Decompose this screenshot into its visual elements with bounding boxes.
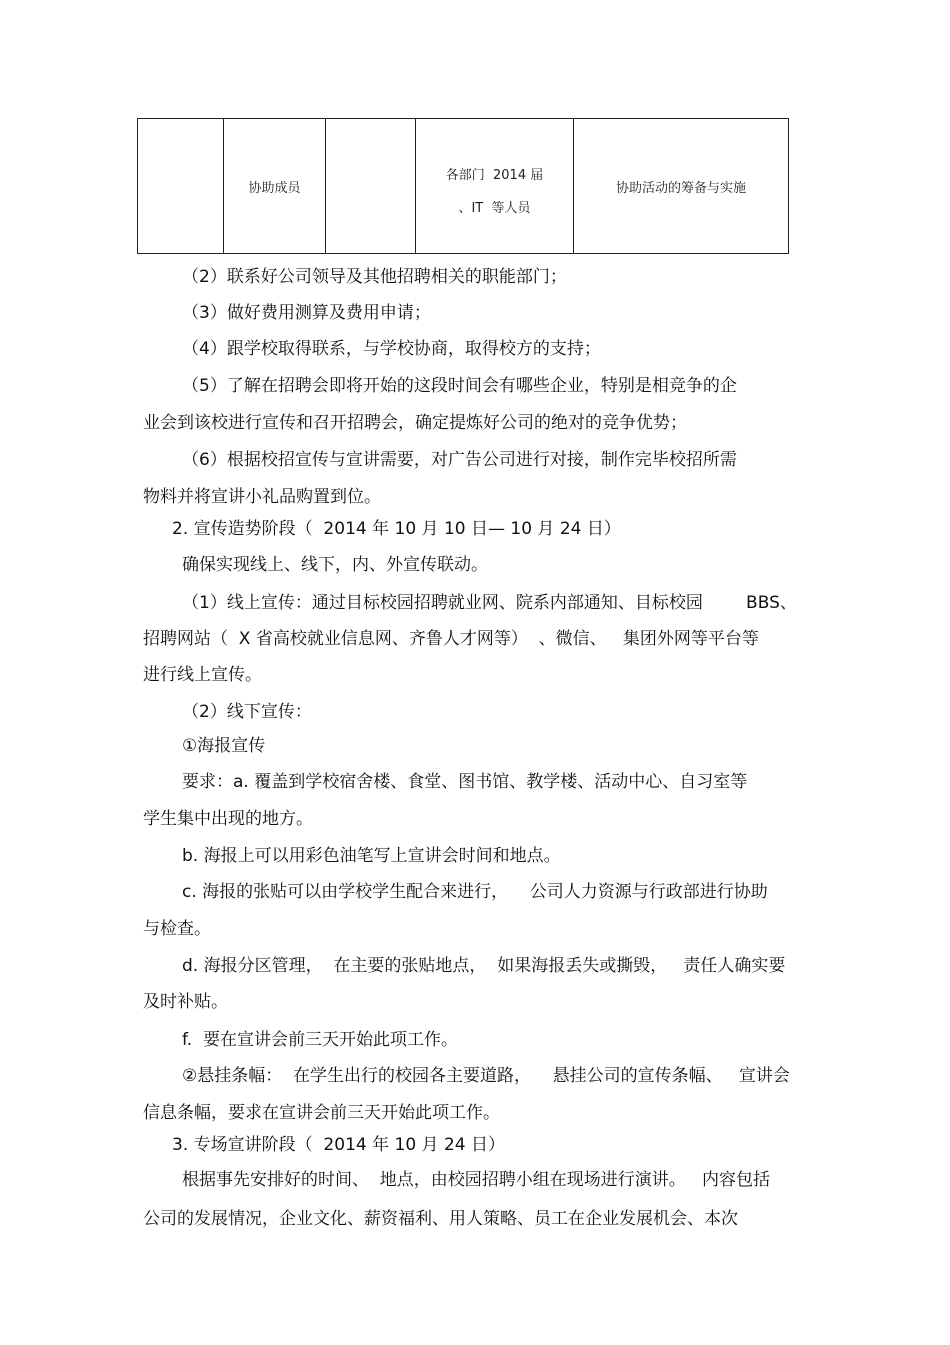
paragraph-line: 物料并将宣讲小礼品购置到位。 [143,487,381,507]
paragraph-line: 招聘网站（ X 省高校就业信息网、齐鲁人才网等） 、微信、 集团外网等平台等 [143,629,759,649]
paragraph-line: 业会到该校进行宣传和召开招聘会，确定提炼好公司的绝对的竞争优势； [143,413,687,433]
paragraph-line: 公司的发展情况，企业文化、薪资福利、用人策略、员工在企业发展机会、本次 [143,1209,738,1229]
table-cell-empty-1 [138,119,224,253]
paragraph-line: ①海报宣传 [182,736,266,756]
table-cell-role [224,119,326,253]
paragraph-line: c. 海报的张贴可以由学校学生配合来进行， 公司人力资源与行政部进行协助 [182,882,768,902]
paragraph-line: 进行线上宣传。 [143,665,262,685]
paragraph-line: （2）联系好公司领导及其他招聘相关的职能部门； [182,267,567,287]
paragraph-line: d. 海报分区管理， 在主要的张贴地点， 如果海报丢失或撕毁， 责任人确实要 [182,956,786,976]
paragraph-line: 确保实现线上、线下，内、外宣传联动。 [182,555,488,575]
paragraph-line: f. 要在宣讲会前三天开始此项工作。 [182,1030,458,1050]
paragraph-line: 学生集中出现的地方。 [143,809,313,829]
paragraph-line: （2）线下宣传： [182,702,312,722]
paragraph-line: （1）线上宣传：通过目标校园招聘就业网、院系内部通知、目标校园 BBS、 [182,593,797,613]
people-text-line-1: 各部门 2014 届 [445,168,544,183]
section-heading: 2. 宣传造势阶段（ 2014 年 10 月 10 日— 10 月 24 日） [172,519,621,539]
paragraph-line: 根据事先安排好的时间、 地点，由校园招聘小组在现场进行演讲。 内容包括 [182,1170,771,1190]
paragraph-line: （3）做好费用测算及费用申请； [182,303,431,323]
paragraph-line: 信息条幅，要求在宣讲会前三天开始此项工作。 [143,1103,500,1123]
paragraph-line: （4）跟学校取得联系，与学校协商，取得校方的支持； [182,339,601,359]
table-cell-empty-2 [326,119,416,253]
staff-table-row [137,118,789,254]
paragraph-line: （6）根据校招宣传与宣讲需要，对广告公司进行对接，制作完毕校招所需 [182,450,737,470]
table-cell-duty [574,119,788,253]
section-heading: 3. 专场宣讲阶段（ 2014 年 10 月 24 日） [172,1135,505,1155]
paragraph-line: 要求：a. 覆盖到学校宿舍楼、食堂、图书馆、教学楼、活动中心、自习室等 [182,772,748,792]
table-cell-people [416,119,574,253]
paragraph-line: ②悬挂条幅： 在学生出行的校园各主要道路， 悬挂公司的宣传条幅、 宣讲会 [182,1066,790,1086]
paragraph-line: 与检查。 [143,919,211,939]
paragraph-line: （5）了解在招聘会即将开始的这段时间会有哪些企业，特别是相竞争的企 [182,376,737,396]
people-text-line-2: 、IT 等人员 [458,201,531,216]
duty-text: 协助活动的筹备与实施 [615,180,746,196]
role-text: 协助成员 [248,180,301,196]
paragraph-line: 及时补贴。 [143,992,228,1012]
paragraph-line: b. 海报上可以用彩色油笔写上宣讲会时间和地点。 [182,846,561,866]
